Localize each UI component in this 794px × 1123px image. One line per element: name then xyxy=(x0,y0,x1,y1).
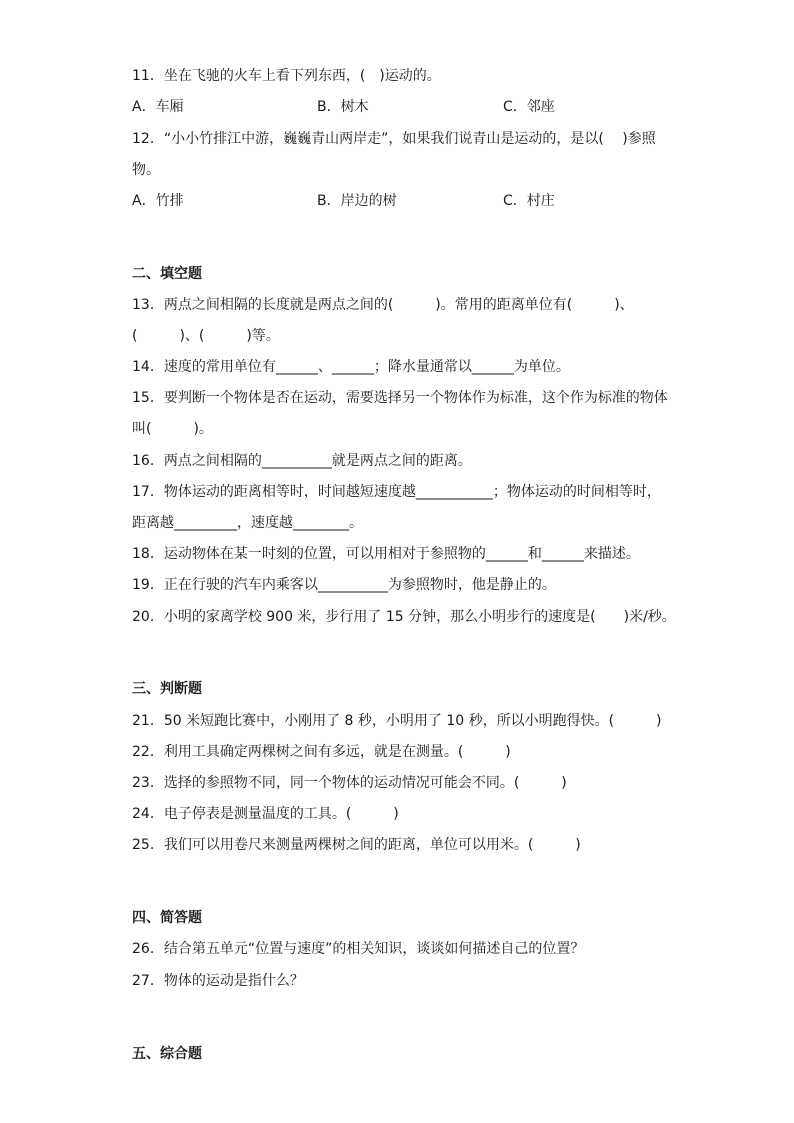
question-15-line-2: 叫( )。 xyxy=(132,421,213,437)
question-13-line-2: ( )、( )等。 xyxy=(132,328,280,344)
section-heading-comprehensive: 五、综合题 xyxy=(132,1046,202,1062)
question-20: 20．小明的家离学校 900 米，步行用了 15 分钟，那么小明步行的速度是( )米/秒。 xyxy=(132,609,676,625)
question-11-option-b: B．树木 xyxy=(317,99,369,115)
question-15-line-1: 15．要判断一个物体是否在运动，需要选择另一个物体作为标准，这个作为标准的物体 xyxy=(132,390,668,406)
question-24: 24．电子停表是测量温度的工具。( ) xyxy=(132,806,399,822)
question-22: 22．利用工具确定两棵树之间有多远，就是在测量。( ) xyxy=(132,744,511,760)
section-heading-fill-in: 二、填空题 xyxy=(132,266,202,282)
question-26: 26．结合第五单元“位置与速度”的相关知识，谈谈如何描述自己的位置？ xyxy=(132,941,585,957)
question-12-option-a: A．竹排 xyxy=(132,193,184,209)
question-11-stem: 11．坐在飞驰的火车上看下列东西，( )运动的。 xyxy=(132,68,441,84)
question-16: 16．两点之间相隔的__________就是两点之间的距离。 xyxy=(132,453,472,469)
question-17-line-1: 17．物体运动的距离相等时，时间越短速度越___________；物体运动的时间相等时， xyxy=(132,484,661,500)
question-12-option-c: C．村庄 xyxy=(503,193,555,209)
section-heading-short-answer: 四、简答题 xyxy=(132,910,202,926)
question-18: 18．运动物体在某一时刻的位置，可以用相对于参照物的______和______来描述。 xyxy=(132,546,640,562)
question-27: 27．物体的运动是指什么？ xyxy=(132,973,304,989)
question-14: 14．速度的常用单位有______、______；降水量通常以______为单位。 xyxy=(132,359,570,375)
question-12-line-2: 物。 xyxy=(132,162,160,178)
question-23: 23．选择的参照物不同，同一个物体的运动情况可能会不同。( ) xyxy=(132,775,567,791)
section-heading-true-false: 三、判断题 xyxy=(132,681,202,697)
question-17-line-2: 距离越_________，速度越________。 xyxy=(132,515,363,531)
question-11-option-c: C．邻座 xyxy=(503,99,555,115)
question-21: 21．50 米短跑比赛中，小刚用了 8 秒，小明用了 10 秒，所以小明跑得快。( ) xyxy=(132,713,662,729)
question-25: 25．我们可以用卷尺来测量两棵树之间的距离，单位可以用米。( ) xyxy=(132,837,581,853)
question-19: 19．正在行驶的汽车内乘客以__________为参照物时，他是静止的。 xyxy=(132,577,556,593)
question-13-line-1: 13．两点之间相隔的长度就是两点之间的( )。常用的距离单位有( )、 xyxy=(132,297,634,313)
question-12-option-b: B．岸边的树 xyxy=(317,193,397,209)
question-12-line-1: 12．“小小竹排江中游，巍巍青山两岸走”，如果我们说青山是运动的，是以( )参照 xyxy=(132,131,656,147)
question-11-option-a: A．车厢 xyxy=(132,99,184,115)
